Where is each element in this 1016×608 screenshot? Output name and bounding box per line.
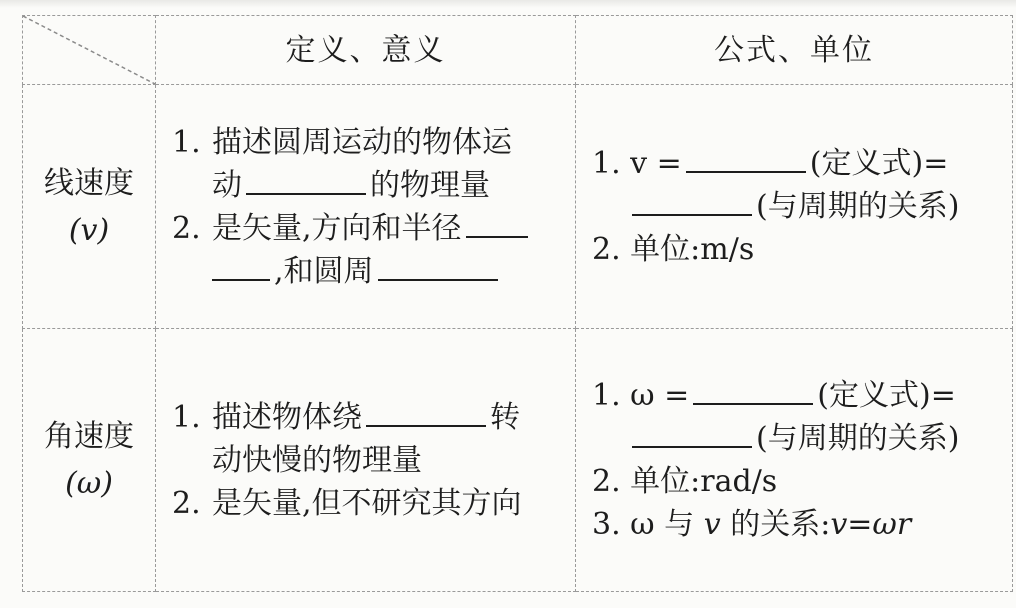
angular-velocity-row — [23, 329, 1013, 592]
linear-formula-line-1 — [592, 142, 1004, 185]
diagonal-corner-cell — [23, 16, 156, 85]
angular-formula-relation — [592, 503, 1004, 546]
angular-formula-cell — [576, 329, 1013, 592]
linear-def-item-2-line-1 — [212, 207, 567, 250]
linear-def-item-2-line-2 — [212, 250, 567, 293]
text-segment: 动 — [212, 167, 242, 203]
angular-definition-cell — [156, 329, 576, 592]
text-segment: 的物理量 — [370, 167, 490, 203]
angular-formula-line-2 — [592, 417, 1004, 460]
text-segment: (与周期的关系) — [756, 421, 960, 456]
fill-blank[interactable] — [632, 186, 752, 216]
angular-velocity-name: 角速度 — [44, 419, 134, 454]
angular-formula-line-1 — [592, 374, 1004, 417]
item-number: 1. — [172, 124, 201, 160]
var-v: v — [703, 507, 721, 542]
item-number: 2. — [172, 485, 201, 521]
linear-formula-cell — [576, 85, 1013, 329]
header-definition: 定义、意义 — [156, 16, 576, 85]
text-segment: (与周期的关系) — [756, 189, 960, 224]
text-segment: 1. ω = — [592, 378, 690, 413]
fill-blank[interactable] — [693, 375, 813, 405]
fill-blank[interactable] — [466, 208, 528, 238]
text-segment: 的关系: — [720, 507, 831, 542]
header-row — [23, 16, 1013, 85]
linear-velocity-symbol: (v) — [68, 212, 110, 248]
angular-velocity-symbol: (ω) — [65, 466, 113, 501]
text-segment: 转 — [490, 399, 520, 435]
angular-def-item-1-line-2: 动快慢的物理量 — [212, 442, 422, 478]
angular-def-item-2-line-1: 是矢量,但不研究其方向 — [212, 485, 522, 521]
linear-velocity-name: 线速度 — [44, 165, 134, 201]
linear-def-item-2 — [172, 207, 567, 293]
text-segment: 描述物体绕 — [212, 399, 362, 435]
linear-def-item-1-line-1: 描述圆周运动的物体运 — [212, 124, 512, 160]
linear-velocity-row — [23, 85, 1013, 329]
angular-def-item-1 — [172, 396, 567, 482]
item-number: 1. — [172, 399, 201, 435]
angular-formula-unit: 2. 单位:rad/s — [592, 464, 778, 499]
fill-blank[interactable] — [212, 251, 270, 281]
relation-equation: v=ωr — [830, 507, 912, 542]
linear-definition-cell — [156, 85, 576, 329]
diagonal-line — [23, 16, 155, 84]
linear-formula-unit: 2. 单位:m/s — [592, 232, 755, 267]
fill-blank[interactable] — [366, 397, 486, 427]
fill-blank[interactable] — [246, 165, 366, 195]
linear-def-item-1-line-2 — [212, 164, 567, 207]
linear-velocity-label — [23, 85, 156, 329]
text-segment: 3. ω 与 — [592, 507, 704, 542]
linear-def-item-1 — [172, 121, 567, 207]
angular-def-item-1-line-1 — [212, 396, 567, 439]
text-segment: (定义式)= — [809, 146, 949, 181]
fill-blank[interactable] — [378, 251, 498, 281]
comparison-table — [22, 15, 1013, 592]
text-segment: ,和圆周 — [274, 253, 374, 289]
page-top-edge — [0, 0, 1016, 8]
fill-blank[interactable] — [632, 418, 752, 448]
text-segment: (定义式)= — [817, 378, 956, 413]
item-number: 2. — [172, 210, 201, 246]
text-segment: 是矢量,方向和半径 — [212, 210, 462, 246]
angular-velocity-label — [23, 329, 156, 592]
fill-blank[interactable] — [686, 143, 806, 173]
header-formula: 公式、单位 — [576, 16, 1013, 85]
linear-formula-line-2 — [592, 185, 1004, 228]
angular-def-item-2 — [172, 482, 567, 525]
text-segment: 1. v = — [592, 146, 682, 181]
